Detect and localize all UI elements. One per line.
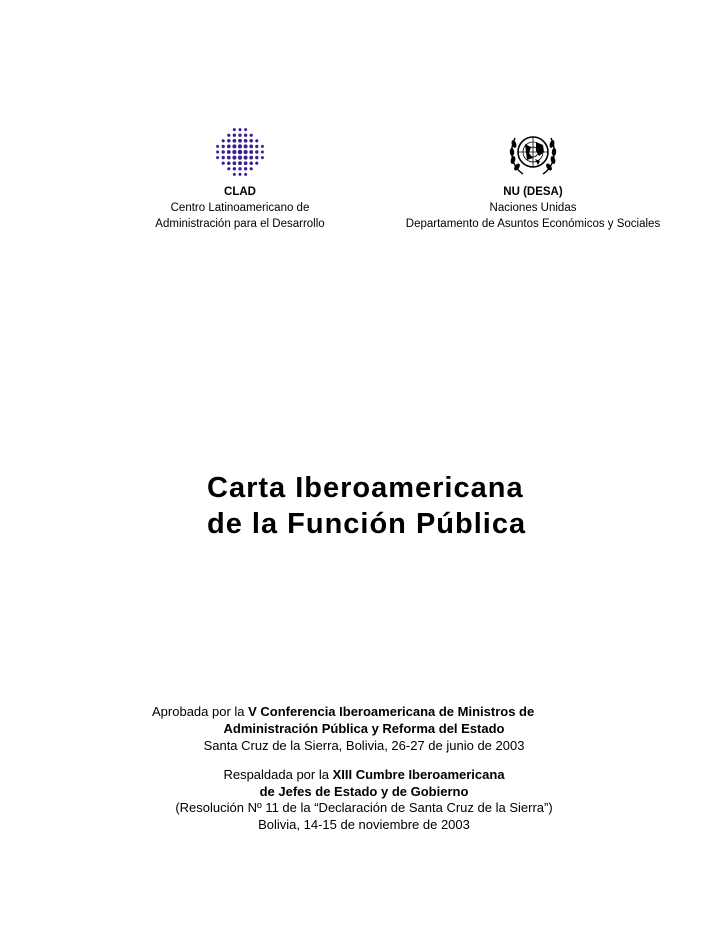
un-logo-block <box>388 128 678 232</box>
approved-line2 <box>0 721 728 738</box>
approved-conference-line1: V Conferencia Iberoamericana de Ministros de <box>248 704 535 719</box>
un-name-line2: Departamento de Asuntos Económicos y Sociales <box>405 218 661 230</box>
title-line2: de la Función Pública <box>207 508 527 540</box>
resolution-text: (Resolución Nº 11 de la “Declaración de Santa Cruz de la Sierra”) <box>175 800 553 815</box>
approved-conference-line2: Administración Pública y Reforma del Estado <box>223 720 505 736</box>
clad-name-line1: Centro Latinoamericano de <box>170 202 310 214</box>
approved-line1 <box>0 704 728 721</box>
document-title <box>207 470 526 542</box>
backed-summit-line2: de Jefes de Estado y de Gobierno <box>259 783 469 799</box>
un-acronym: NU (DESA) <box>503 186 563 198</box>
backed-section <box>0 767 728 833</box>
backed-line2 <box>0 784 728 801</box>
backed-prefix: Respaldada por la <box>223 767 333 782</box>
un-name-line1: Naciones Unidas <box>489 202 577 214</box>
backed-summit-line1: XIII Cumbre Iberoamericana <box>332 767 505 782</box>
clad-name-line2: Administración para el Desarrollo <box>155 218 325 230</box>
un-emblem-icon <box>505 128 561 180</box>
approved-prefix: Aprobada por la <box>152 704 249 719</box>
approved-place: Santa Cruz de la Sierra, Bolivia, 26-27 de junio de 2003 <box>203 738 525 753</box>
clad-dots-logo-icon <box>210 124 270 180</box>
clad-logo-block <box>140 124 340 232</box>
clad-acronym: CLAD <box>224 186 256 198</box>
title-line1: Carta Iberoamericana <box>207 472 524 504</box>
backed-place: Bolivia, 14-15 de noviembre de 2003 <box>258 816 470 832</box>
backed-line1 <box>0 767 728 784</box>
approval-section <box>0 704 728 755</box>
